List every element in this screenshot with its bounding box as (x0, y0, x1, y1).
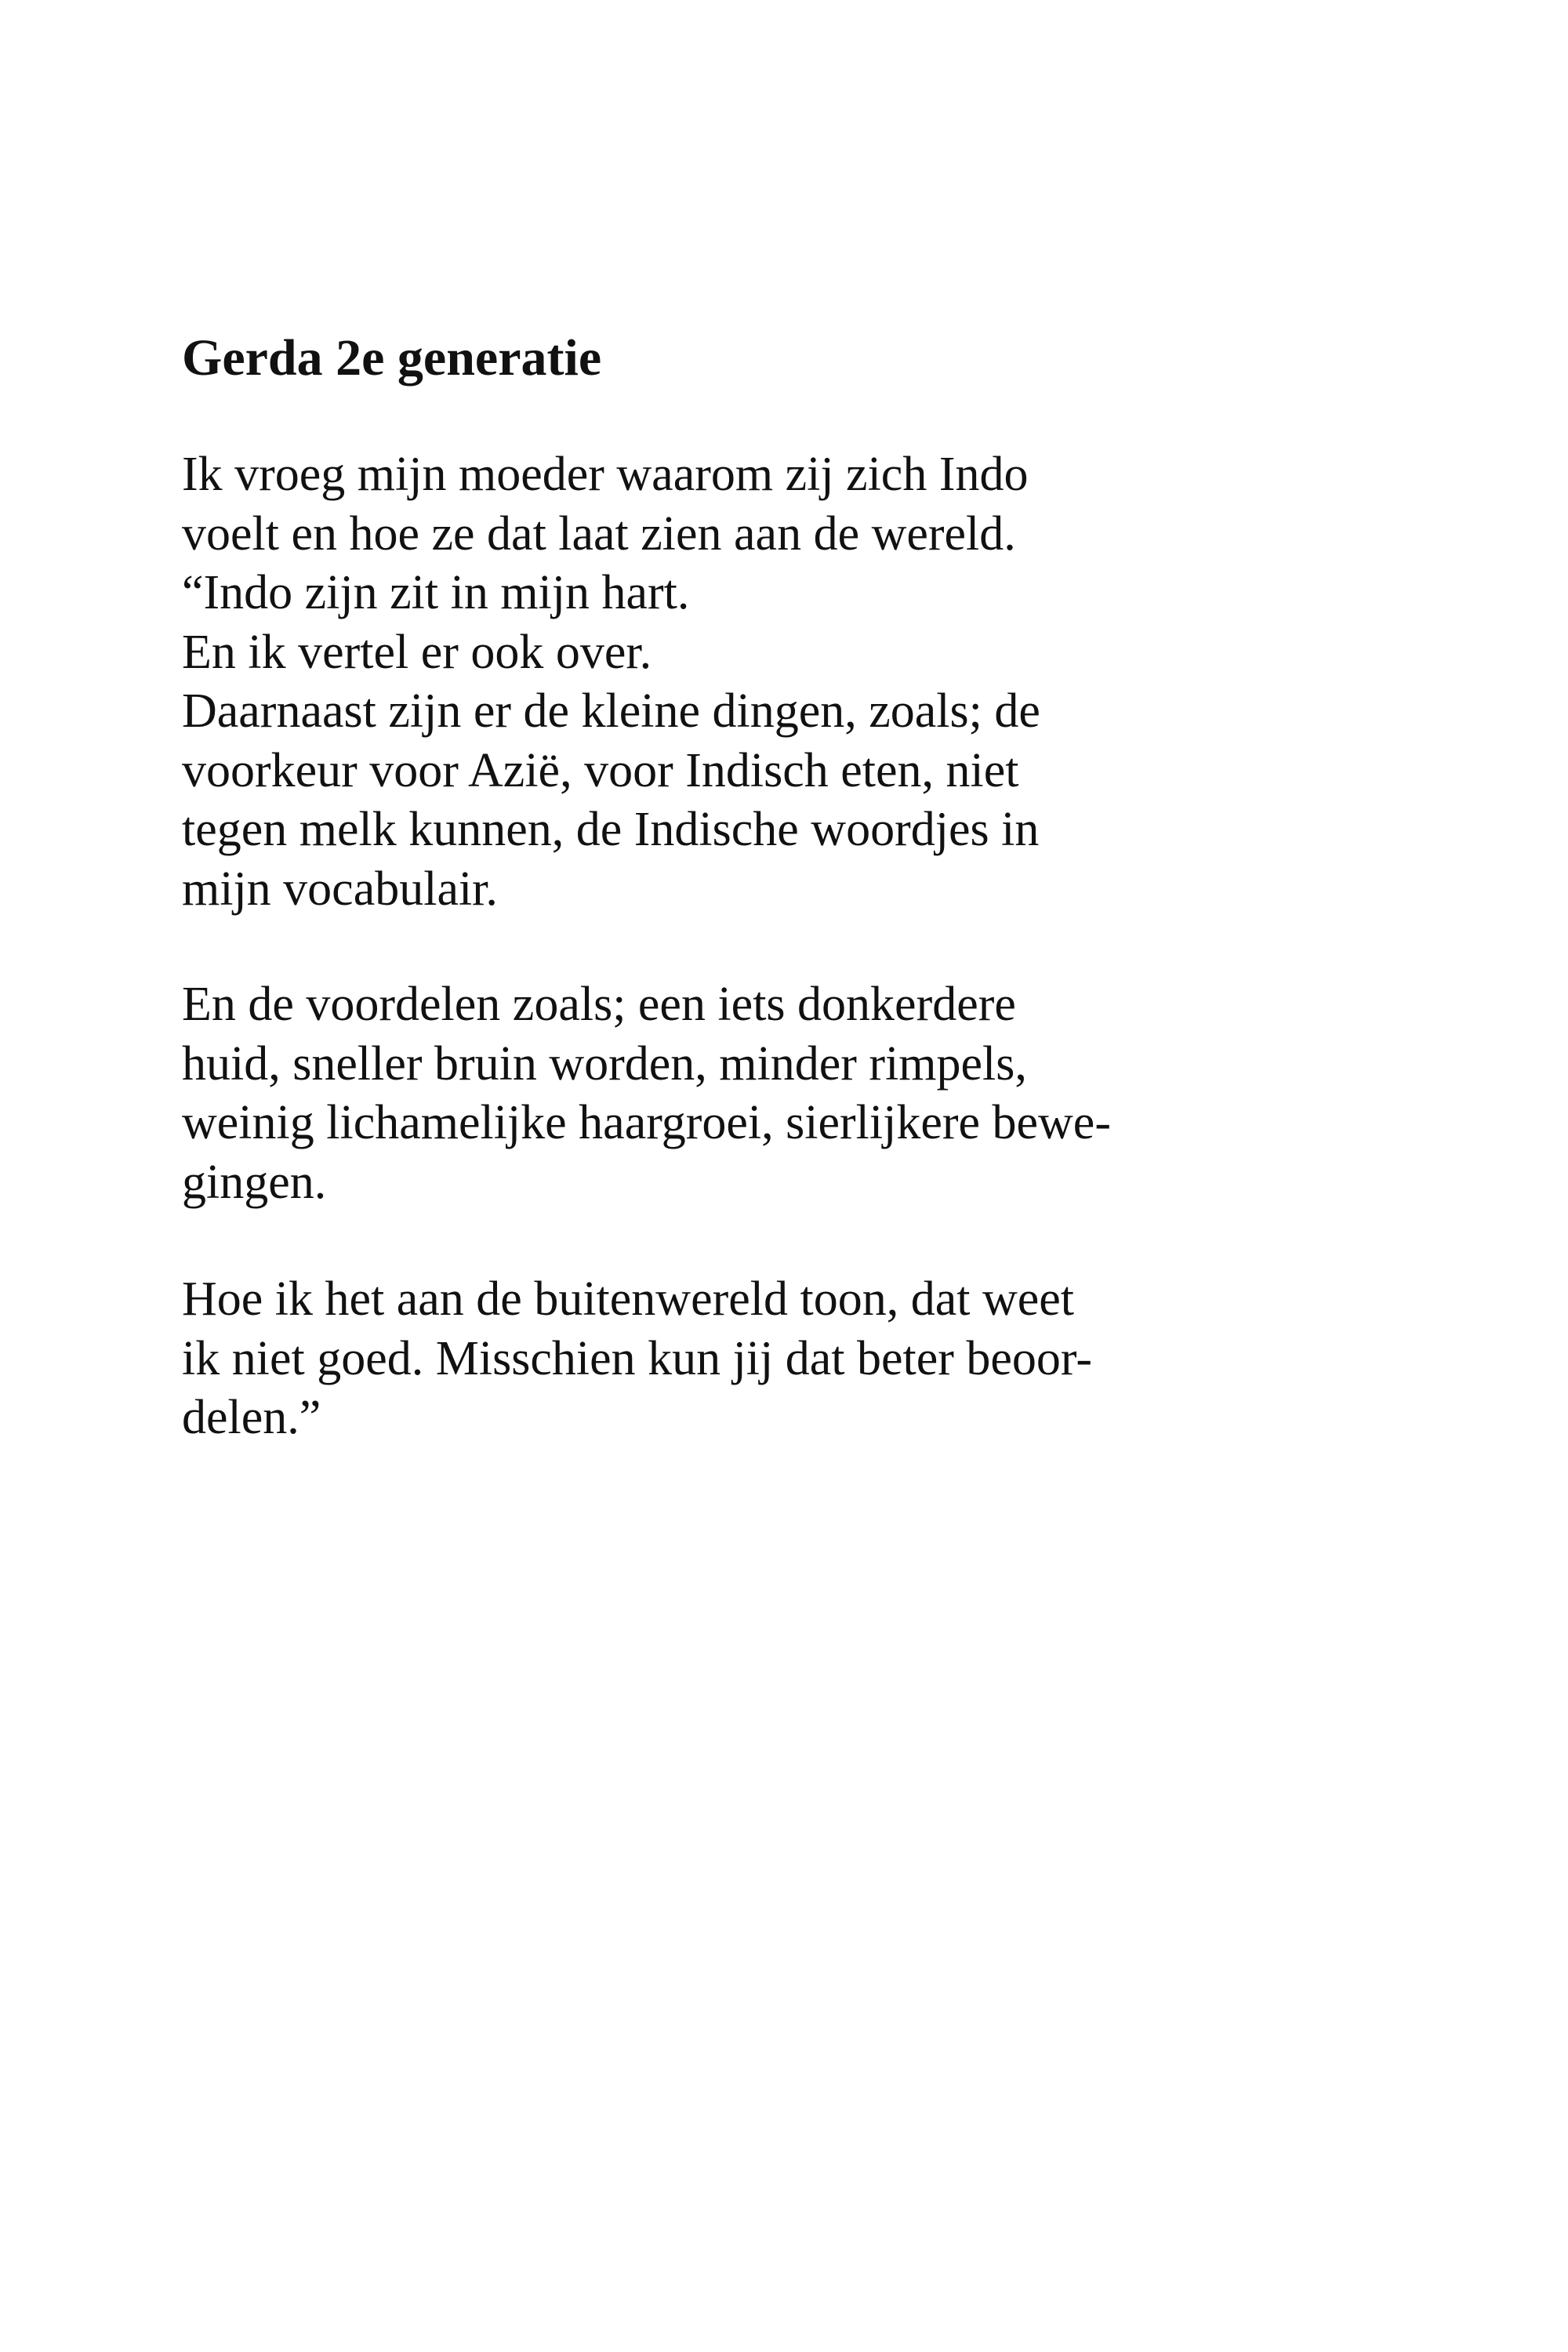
text-line: gingen. (182, 1155, 327, 1209)
text-line: huid, sneller bruin worden, minder rimpels, (182, 1036, 1027, 1091)
text-line: weinig lichamelijke haargroei, sierlijkere bewe- (182, 1096, 1111, 1149)
text-line: voelt en hoe ze dat laat zien aan de wereld. (182, 506, 1016, 561)
text-line: voorkeur voor Azië, voor Indisch eten, niet (182, 743, 1019, 797)
text-line: Daarnaast zijn er de kleine dingen, zoals; de (182, 684, 1040, 738)
text-line: tegen melk kunnen, de Indische woordjes in (182, 803, 1040, 856)
text-line: delen.” (182, 1391, 321, 1444)
paragraph (182, 1270, 1092, 1448)
text-line: En de voordelen zoals; een iets donkerdere (182, 978, 1016, 1031)
paragraph (182, 445, 1040, 919)
text-line: ik niet goed. Misschien kun jij dat beter beoor- (182, 1331, 1092, 1385)
page-title: Gerda 2e generatie (182, 329, 602, 387)
text-line: “Indo zijn zit in mijn hart. (182, 566, 690, 619)
text-line: Hoe ik het aan de buitenwereld toon, dat weet (182, 1272, 1074, 1326)
paragraph (182, 975, 1111, 1212)
text-line: Ik vroeg mijn moeder waarom zij zich Indo (182, 448, 1029, 501)
text-line: En ik vertel er ook over. (182, 625, 652, 679)
text-line: mijn vocabulair. (182, 862, 498, 916)
